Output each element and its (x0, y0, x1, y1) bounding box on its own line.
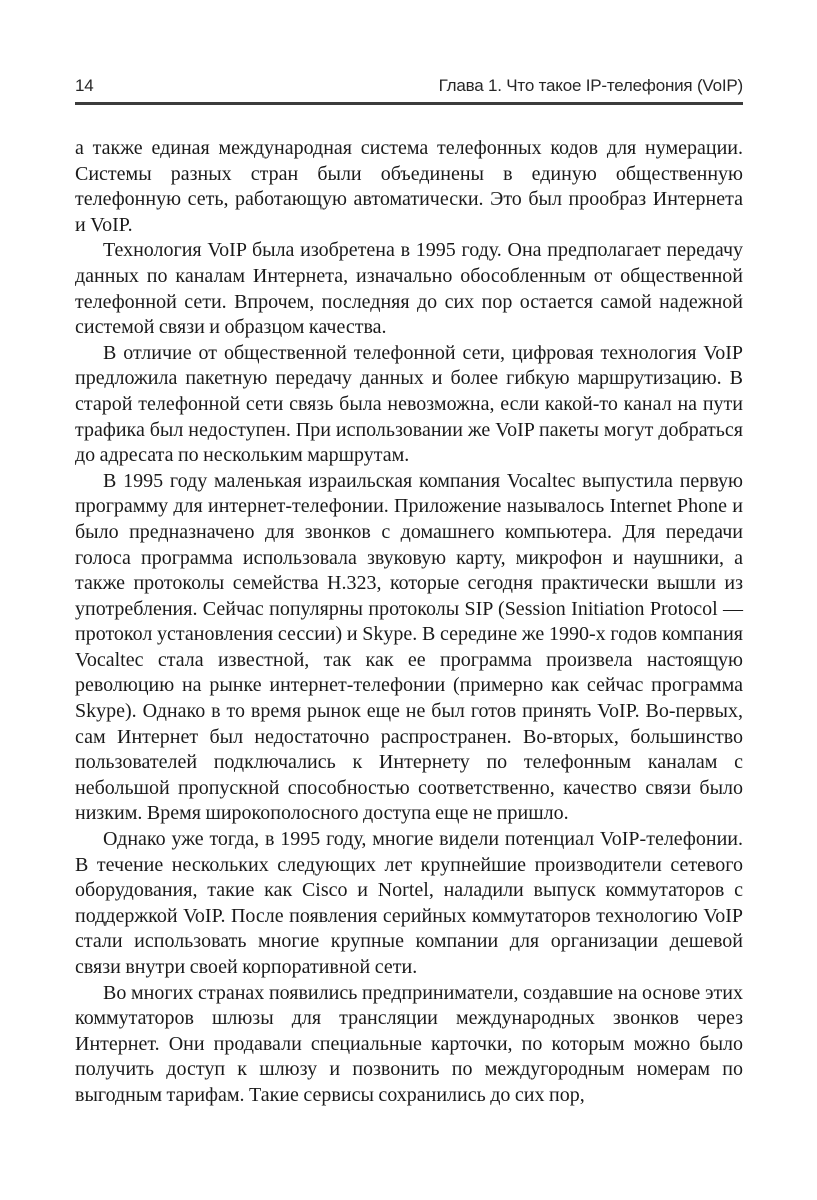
paragraph: В отличие от общественной телефонной сети, цифровая технология VoIP предложила пакетную передачу данных и более гибкую маршрутизацию. В старой телефонной сети связь была невозможна, если какой-то канал на пути трафика был недоступен. При использовании же VoIP пакеты могут добраться до адресата по нескольким маршрутам. (75, 341, 743, 467)
page-header (75, 0, 743, 95)
paragraph: а также единая международная система телефонных кодов для нумерации. Системы разных стран были объединены в единую общественную телефонную сеть, работающую автоматически. Это был прообраз Интернета и VoIP. (75, 137, 743, 236)
page-body (75, 136, 743, 1109)
paragraph: В 1995 году маленькая израильская компания Vocaltec выпустила первую программу для интернет-телефонии. Приложение называлось Internet Phone и было предназначено для звонков с домашнего компьютера. Для передачи голоса программа использовала звуковую карту, микрофон и наушники, а также протоколы семейства H.323, которые сегодня практически вышли из употребления. Сейчас популярны протоколы SIP (Session Initiation Protocol — протокол установления сессии) и Skype. В середине же 1990-х годов компания Vocaltec стала известной, так как ее программа произвела настоящую революцию на рынке интернет-телефонии (примерно как сейчас программа Skype). Однако в то время рынок еще не был готов принять VoIP. Во-первых, сам Интернет был недостаточно распространен. Во-вторых, большинство пользователей подключались к Интернету по телефонным каналам с небольшой пропускной способностью соответственно, качество связи было низким. Время широкополосного доступа еще не пришло. (75, 469, 743, 825)
paragraph: Однако уже тогда, в 1995 году, многие видели потенциал VoIP-телефонии. В течение нескольких следующих лет крупнейшие производители сетевого оборудования, такие как Cisco и Nortel, наладили выпуск коммутаторов с поддержкой VoIP. После появления серийных коммутаторов технологию VoIP стали использовать многие крупные компании для организации дешевой связи внутри своей корпоративной сети. (75, 828, 743, 978)
paragraph: Во многих странах появились предприниматели, создавшие на основе этих коммутаторов шлюзы для трансляции международных звонков через Интернет. Они продавали специальные карточки, по которым можно было получить доступ к шлюзу и позвонить по междугородным номерам по выгодным тарифам. Такие сервисы сохранились до сих пор, (75, 981, 743, 1106)
running-title: Глава 1. Что такое IP-телефония (VoIP) (438, 76, 743, 95)
page-number: 14 (75, 76, 94, 95)
paragraph: Технология VoIP была изобретена в 1995 году. Она предполагает передачу данных по каналам Интернета, изначально обособленным от общественной телефонной сети. Впрочем, последняя до сих пор остается самой надежной системой связи и образцом качества. (75, 239, 743, 339)
header-rule (75, 102, 743, 105)
content-column (75, 0, 743, 1109)
